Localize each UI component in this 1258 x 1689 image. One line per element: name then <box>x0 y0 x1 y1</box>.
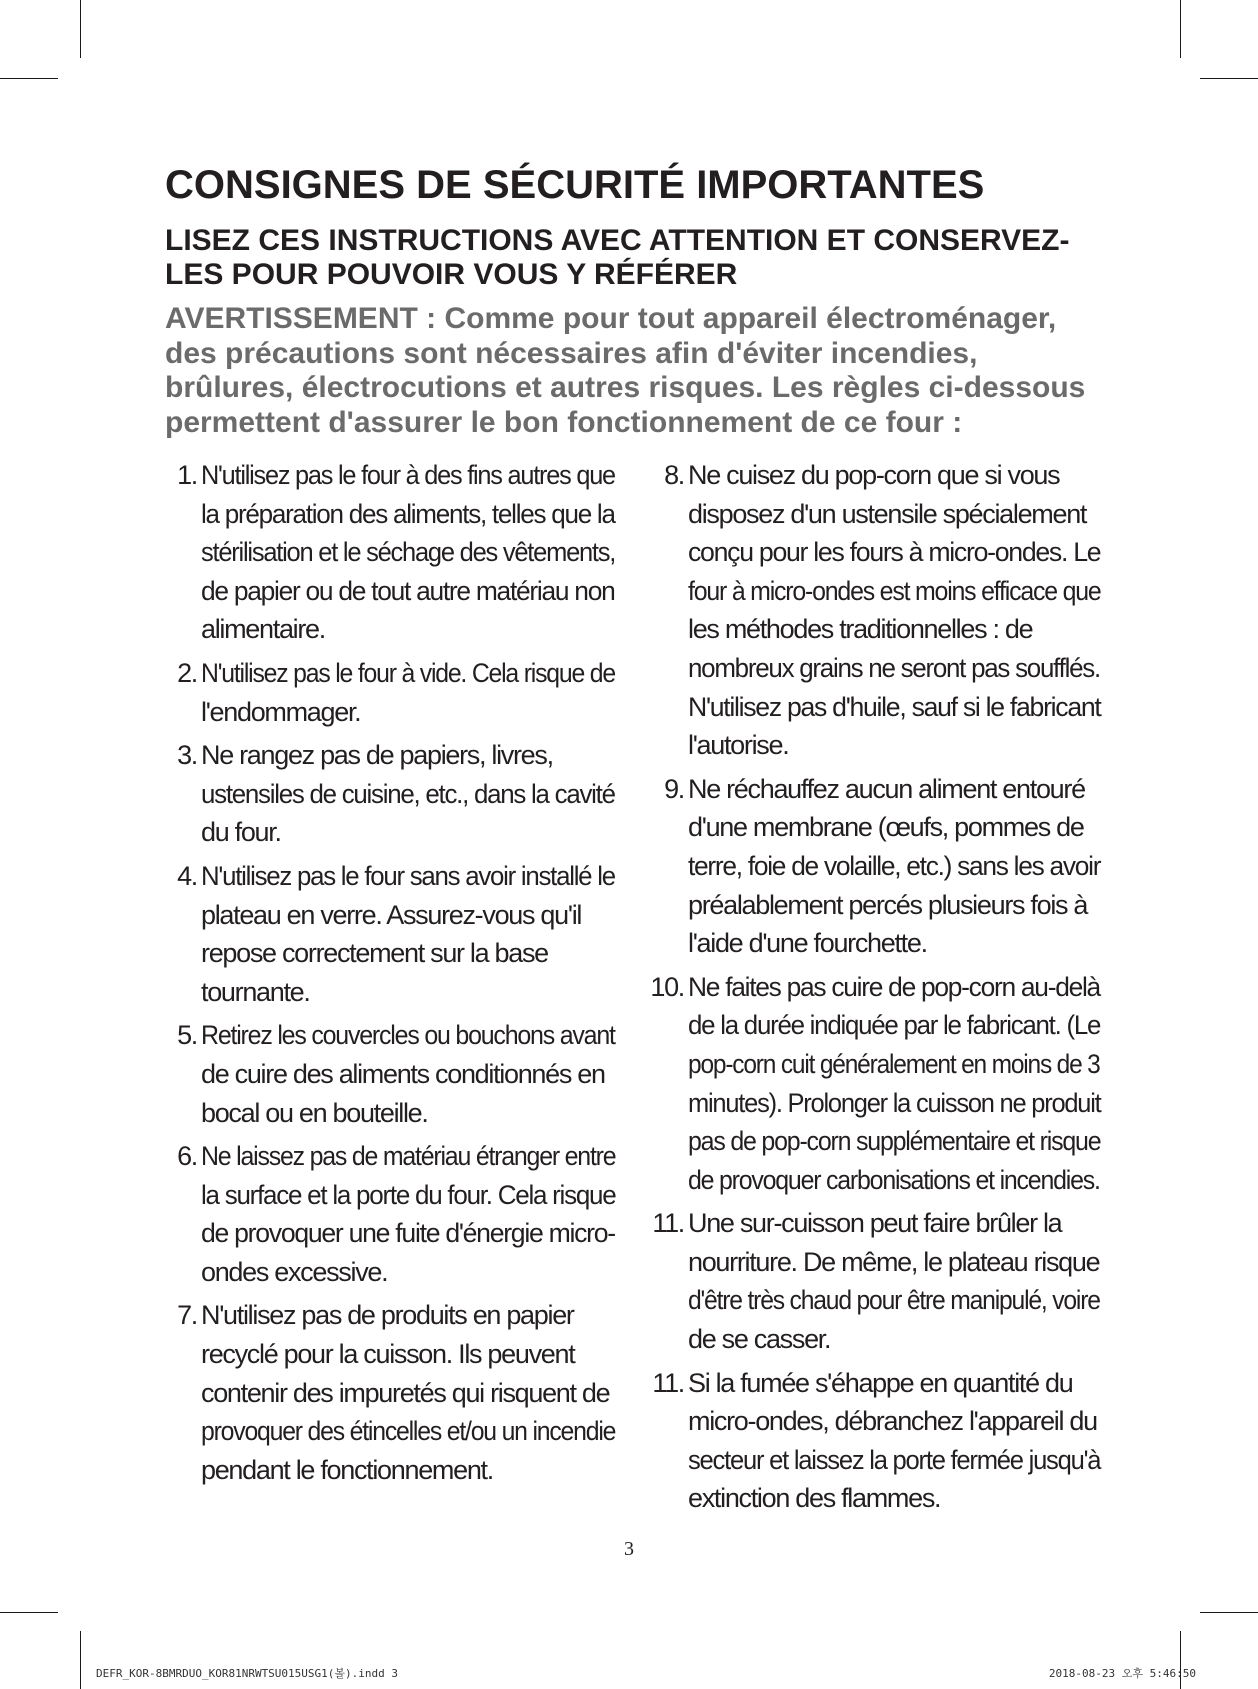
item-number: 9. <box>664 773 684 804</box>
print-timestamp: 2018-08-23 오후 5:46:50 <box>1048 1667 1196 1680</box>
page-number: 3 <box>624 1538 634 1560</box>
item-text-line: Ne cuisez du pop-corn que si vous <box>688 460 1060 490</box>
item-text-line: conçu pour les fours à micro-ondes. Le <box>688 537 1101 568</box>
safety-list-right-column <box>650 456 1100 1523</box>
safety-item <box>650 456 1100 765</box>
subtitle <box>165 224 1095 292</box>
item-text-line: l'aide d'une fourchette. <box>688 928 927 959</box>
item-text-line: ondes excessive. <box>201 1256 388 1287</box>
crop-mark-bottom-left-horizontal <box>0 1612 58 1613</box>
item-number: 7. <box>177 1300 197 1331</box>
item-number: 11. <box>652 1367 684 1398</box>
crop-mark-bottom-left-vertical <box>80 1631 81 1689</box>
warning-line: brûlures, électrocutions et autres risques. Les règles ci-dessous <box>165 371 1086 404</box>
item-text-line: de se casser. <box>688 1324 831 1355</box>
safety-item <box>165 736 615 852</box>
safety-item <box>650 770 1100 963</box>
item-text-line: stérilisation et le séchage des vêtements, <box>201 537 616 568</box>
safety-item <box>165 1137 615 1291</box>
item-number: 4. <box>177 860 197 891</box>
item-number: 1. <box>177 460 197 490</box>
item-text-line: Si la fumée s'éhappe en quantité du <box>688 1367 1073 1398</box>
item-text-line: tournante. <box>201 976 310 1007</box>
item-text-line: contenir des impuretés qui risquent de <box>201 1377 610 1408</box>
crop-mark-top-right-vertical <box>1180 0 1181 58</box>
item-text-line: de la durée indiquée par le fabricant. (Le <box>688 1010 1101 1041</box>
warning-line: permettent d'assurer le bon fonctionnement de ce four : <box>165 405 963 439</box>
warning-line: des précautions sont nécessaires afin d'éviter incendies, <box>165 336 978 370</box>
item-text-line: pop-corn cuit généralement en moins de 3 <box>688 1048 1100 1079</box>
item-text-line: alimentaire. <box>201 614 325 645</box>
item-text-line: repose correctement sur la base <box>201 938 548 969</box>
item-text-line: d'une membrane (œufs, pommes de <box>688 812 1084 843</box>
crop-mark-bottom-right-horizontal <box>1200 1612 1258 1613</box>
item-text-line: N'utilisez pas le four sans avoir installé le <box>201 860 615 891</box>
crop-mark-top-left-vertical <box>80 0 81 58</box>
item-text-line: N'utilisez pas de produits en papier <box>201 1300 574 1331</box>
item-text-line: bocal ou en bouteille. <box>201 1097 428 1128</box>
crop-mark-top-right-horizontal <box>1200 78 1258 79</box>
item-text-line: de cuire des aliments conditionnés en <box>201 1058 605 1089</box>
item-text-line: pendant le fonctionnement. <box>201 1454 493 1485</box>
item-text-line: N'utilisez pas le four à vide. Cela risque de <box>201 657 615 688</box>
item-text-line: Une sur-cuisson peut faire brûler la <box>688 1208 1062 1239</box>
safety-item <box>165 654 615 731</box>
item-text-line: la préparation des aliments, telles que la <box>201 498 615 529</box>
item-text-line: les méthodes traditionnelles : de <box>688 614 1033 645</box>
item-text-line: ustensiles de cuisine, etc., dans la cavité <box>201 778 615 809</box>
item-text-line: nombreux grains ne seront pas soufflés. <box>688 652 1100 683</box>
item-text-line: N'utilisez pas le four à des fins autres que <box>201 460 615 490</box>
item-number: 2. <box>177 657 197 688</box>
item-text-line: disposez d'un ustensile spécialement <box>688 498 1087 529</box>
safety-item <box>650 968 1100 1200</box>
item-number: 5. <box>177 1020 197 1051</box>
safety-item <box>650 1364 1100 1518</box>
page-title: CONSIGNES DE SÉCURITÉ IMPORTANTES <box>165 163 985 207</box>
safety-item <box>650 1204 1100 1358</box>
item-text-line: recyclé pour la cuisson. Ils peuvent <box>201 1339 575 1370</box>
item-number: 11. <box>652 1208 684 1239</box>
item-text-line: de provoquer une fuite d'énergie micro- <box>201 1218 615 1249</box>
item-text-line: Retirez les couvercles ou bouchons avant <box>201 1020 615 1051</box>
item-text-line: du four. <box>201 817 281 848</box>
subtitle-line: LISEZ CES INSTRUCTIONS AVEC ATTENTION ET CONSERVEZ- <box>165 224 1070 257</box>
item-text-line: four à micro-ondes est moins efficace que <box>688 575 1101 606</box>
item-text-line: Ne faites pas cuire de pop-corn au-delà <box>688 971 1100 1002</box>
item-text-line: pas de pop-corn supplémentaire et risque <box>688 1126 1101 1157</box>
item-text-line: de provoquer carbonisations et incendies. <box>688 1164 1100 1195</box>
print-file-slug: DEFR_KOR-8BMRDUO_KOR81NRWTSU015USG1(볼).indd 3 <box>96 1667 399 1680</box>
item-number: 6. <box>177 1141 197 1172</box>
warning-paragraph <box>165 302 1105 440</box>
item-text-line: nourriture. De même, le plateau risque <box>688 1246 1100 1277</box>
item-text-line: Ne réchauffez aucun aliment entouré <box>688 773 1085 804</box>
item-text-line: Ne rangez pas de papiers, livres, <box>201 740 553 771</box>
item-text-line: terre, foie de volaille, etc.) sans les avoir <box>688 850 1101 881</box>
warning-line: AVERTISSEMENT : Comme pour tout appareil électroménager, <box>165 302 1057 335</box>
item-text-line: N'utilisez pas d'huile, sauf si le fabricant <box>688 691 1101 722</box>
item-text-line: l'endommager. <box>201 696 361 727</box>
item-text-line: plateau en verre. Assurez-vous qu'il <box>201 899 582 930</box>
safety-item <box>165 1016 615 1132</box>
safety-list-left-column <box>165 456 615 1494</box>
subtitle-line: LES POUR POUVOIR VOUS Y RÉFÉRER <box>165 258 738 291</box>
item-text-line: Ne laissez pas de matériau étranger entre <box>201 1141 616 1172</box>
item-text-line: l'autorise. <box>688 730 789 761</box>
item-number: 3. <box>177 740 197 771</box>
item-number: 8. <box>664 460 684 490</box>
item-text-line: la surface et la porte du four. Cela risque <box>201 1179 616 1210</box>
item-text-line: de papier ou de tout autre matériau non <box>201 575 615 606</box>
item-text-line: extinction des flammes. <box>688 1483 941 1514</box>
crop-mark-top-left-horizontal <box>0 78 58 79</box>
safety-item <box>165 456 615 649</box>
item-text-line: d'être très chaud pour être manipulé, voire <box>688 1285 1100 1316</box>
safety-item <box>165 1296 615 1489</box>
safety-item <box>165 857 615 1011</box>
item-text-line: provoquer des étincelles et/ou un incendie <box>201 1416 616 1447</box>
item-text-line: micro-ondes, débranchez l'appareil du <box>688 1406 1097 1437</box>
item-text-line: secteur et laissez la porte fermée jusqu'à <box>688 1444 1101 1475</box>
item-number: 10. <box>650 971 684 1002</box>
item-text-line: minutes). Prolonger la cuisson ne produit <box>688 1087 1101 1118</box>
item-text-line: préalablement percés plusieurs fois à <box>688 889 1088 920</box>
